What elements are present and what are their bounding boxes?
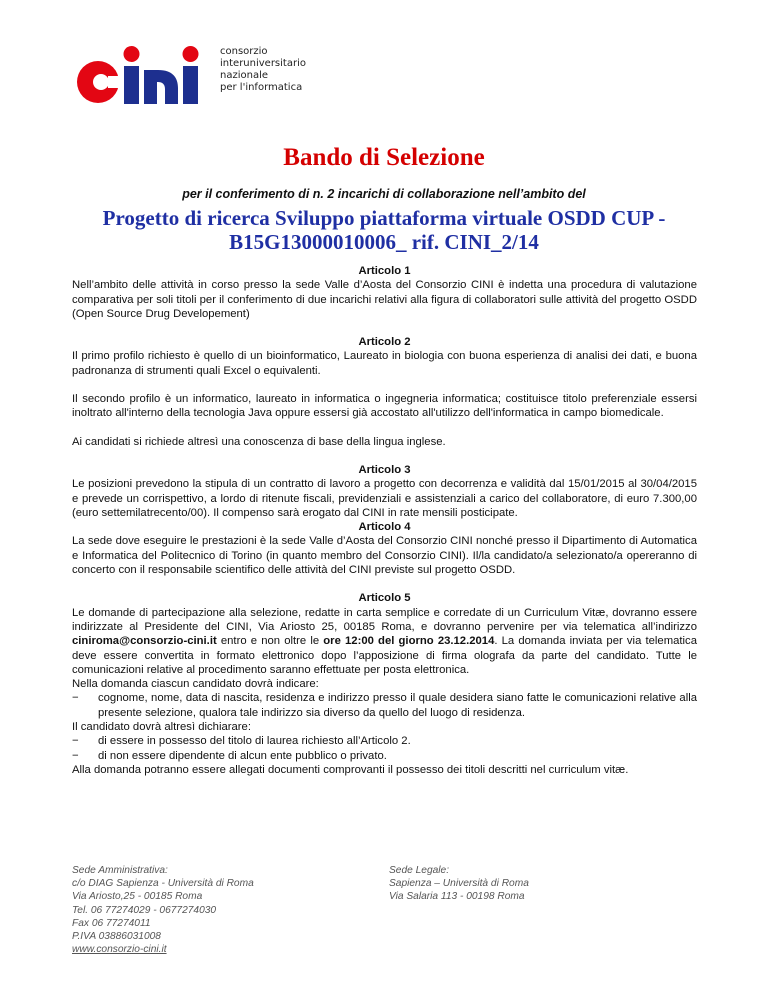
- deadline: ore 12:00 del giorno 23.12.2014: [323, 635, 495, 648]
- website-link[interactable]: www.consorzio-cini.it: [72, 944, 167, 956]
- logo-line: interuniversitario: [220, 58, 306, 69]
- list-item: − di non essere dipendente di alcun ente pubblico o privato.: [72, 749, 387, 762]
- footer-line: Fax 06 77274011: [72, 917, 151, 929]
- logo-line: consorzio: [220, 46, 268, 57]
- article-4-text: La sede dove eseguire le prestazioni è la sede Valle d’Aosta del Consorzio CINI nonché presso il Dipartimento di Automatica e Informatica del Politecnico di Torino (in quanto membro del Consorzio CINI). Il/la candidato/a selezionato/a opereranno di concerto con il responsabile scientifico delle attività del CINI previste sul progetto OSDD.: [72, 535, 697, 577]
- document-subtitle: per il conferimento di n. 2 incarichi di collaborazione nell’ambito del: [182, 187, 586, 201]
- list-item: − cognome, nome, data di nascita, residenza e indirizzo presso il quale desidera siano fatte le comunicazioni relative alla presente selezione, qualora tale indirizzo sia diverso da quello del luogo di residenza.: [72, 692, 697, 719]
- footer-line: Via Ariosto,25 - 00185 Roma: [72, 891, 203, 903]
- article-5-paragraph-4: Alla domanda potranno essere allegati documenti comprovanti il possesso dei titoli descritti nel curriculum vitæ.: [72, 763, 629, 776]
- footer-legal-office: [389, 864, 529, 904]
- list-item: − di essere in possesso del titolo di laurea richiesto all’Articolo 2.: [72, 735, 411, 748]
- footer-label: Sede Legale:: [389, 865, 450, 876]
- article-2-paragraph-3: Ai candidati si richiede altresì una conoscenza di base della lingua inglese.: [72, 435, 446, 448]
- article-3-text: Le posizioni prevedono la stipula di un contratto di lavoro a progetto con decorrenza e validità dal 15/01/2015 al 30/04/2015 e prevede un corrispettivo, a lordo di ritenute fiscali, previdenziali e assistenziali a carico del collaboratore, di euro 7.300,00 (euro settemilatrecento/00). Il compenso sarà erogato dal CINI in rate mensili posticipate.: [72, 478, 697, 519]
- footer-line: P.IVA 03886031008: [72, 931, 161, 943]
- project-title: Progetto di ricerca Sviluppo piattaforma virtuale OSDD CUP - B15G13000010006_ rif. CINI_2/14: [102, 206, 666, 254]
- document-title: Bando di Selezione: [283, 144, 485, 171]
- article-2-paragraph-2: Il secondo profilo è un informatico, laureato in informatica o ingegneria informatica; costituisce titolo preferenziale essersi inoltrato all'interno della tecnologia Java oppure essersi già accostato all'utilizzo dell'informatica in campo biomedicale.: [72, 393, 697, 420]
- logo-wordmark: [220, 46, 306, 94]
- article-3-heading: Articolo 3: [358, 463, 411, 476]
- article-5-paragraph-1: Le domande di partecipazione alla selezione, redatte in carta semplice e corredate di un Curriculum Vitæ, dovranno essere indirizzate al Presidente del CINI, Via Ariosto 25, 00185 Roma, e dovranno pervenire per via telematica all’indirizzo ciniroma@consorzio-cini.it entro e non oltre le ore 12:00 del giorno 23.12.2014. La domanda inviata per via telematica deve essere convertita in formato elettronico dopo l’apposizione di firma olografa da parte del candidato. Tutte le comunicazioni relative al procedimento saranno effettuate per posta elettronica.: [72, 606, 697, 676]
- footer-line: c/o DIAG Sapienza - Università di Roma: [72, 878, 254, 890]
- footer-line: Sapienza – Università di Roma: [389, 878, 529, 890]
- article-5-heading: Articolo 5: [358, 592, 411, 605]
- article-5-paragraph-2: Nella domanda ciascun candidato dovrà indicare:: [72, 678, 319, 691]
- footer-label: Sede Amministrativa:: [72, 865, 168, 876]
- logo-line: per l'informatica: [220, 82, 303, 93]
- article-2-heading: Articolo 2: [358, 336, 411, 349]
- footer-line: Via Salaria 113 - 00198 Roma: [389, 891, 525, 903]
- article-1-heading: Articolo 1: [358, 265, 411, 277]
- contact-email: ciniroma@consorzio-cini.it: [72, 635, 217, 648]
- logo-line: nazionale: [220, 70, 269, 81]
- article-4-heading: Articolo 4: [358, 521, 411, 534]
- article-1-text: Nell’ambito delle attività in corso presso la sede Valle d’Aosta del Consorzio CINI è indetta una procedura di valutazione comparativa per soli titoli per il conferimento di due incarichi relativi alla figura di collaboratori sulle attività del progetto OSDD (Open Source Drug Developement): [72, 279, 697, 320]
- footer-administrative-office: [72, 864, 254, 956]
- article-5-paragraph-3: Il candidato dovrà altresì dichiarare:: [72, 721, 251, 734]
- document-body: [72, 264, 697, 777]
- article-2-paragraph-1: Il primo profilo richiesto è quello di un bioinformatico, Laureato in biologia con buona esperienza di analisi dei dati, e buona padronanza di strumenti quali Excel o equivalenti.: [72, 350, 697, 377]
- footer-line: Tel. 06 77274029 - 0677274030: [72, 904, 217, 916]
